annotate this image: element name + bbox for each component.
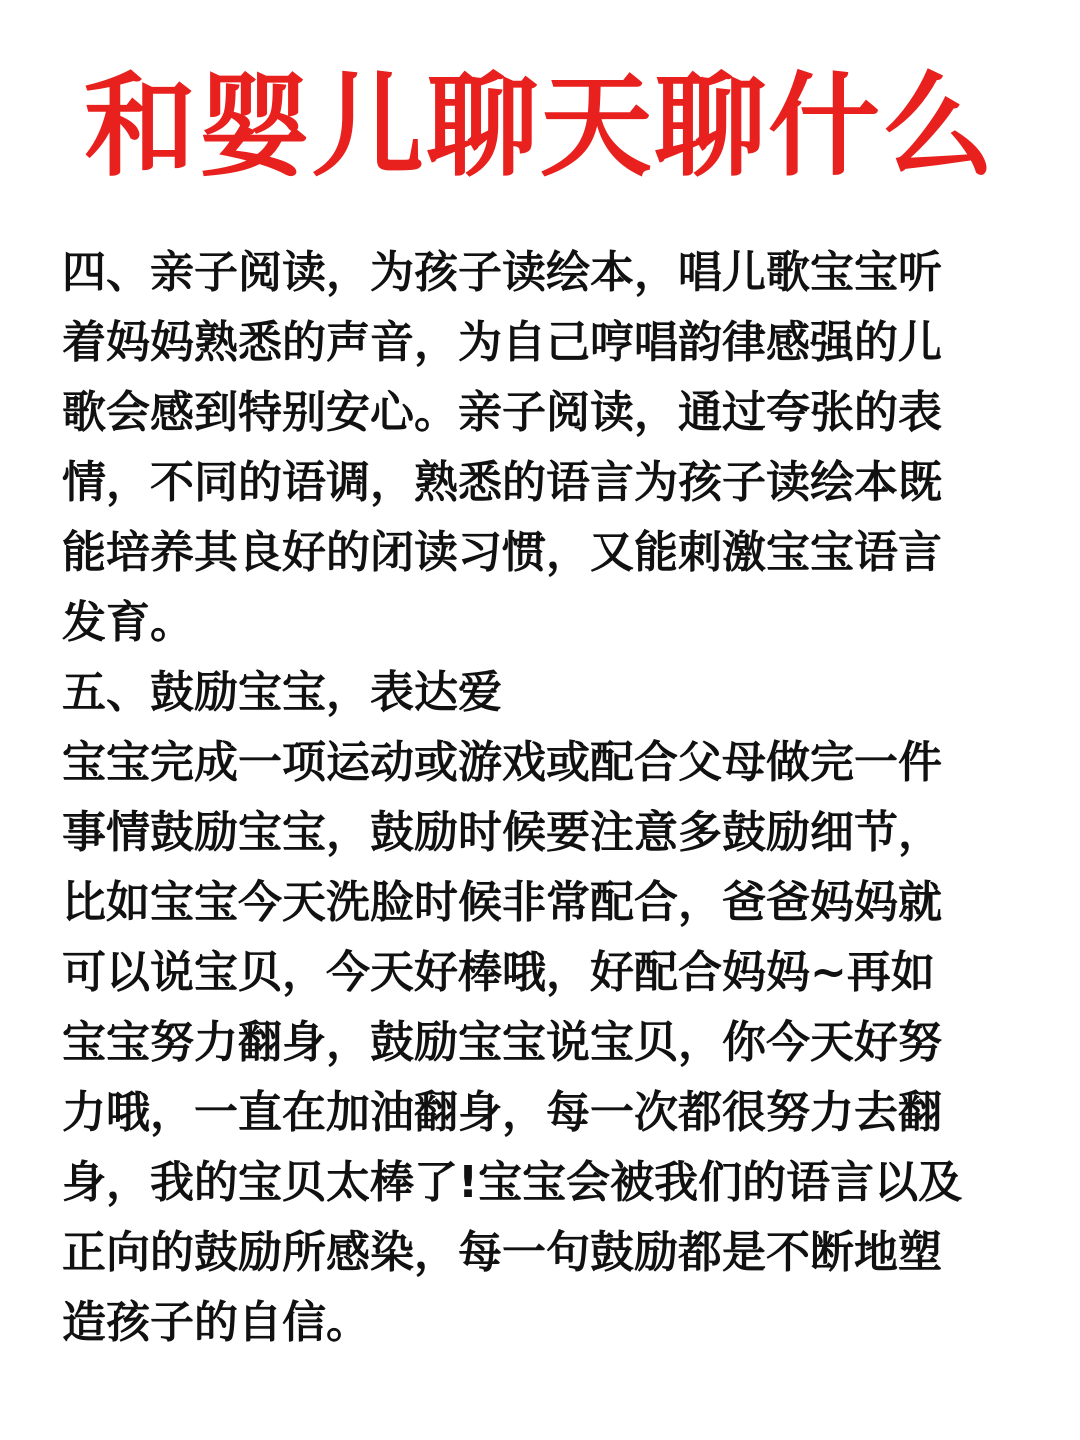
paragraph-line: 可以说宝贝，今天好棒哦，好配合妈妈~再如 bbox=[62, 947, 935, 998]
section-heading: 五、鼓励宝宝，表达爱 bbox=[62, 667, 502, 718]
paragraph-line: 宝宝完成一项运动或游戏或配合父母做完一件 bbox=[62, 737, 942, 788]
paragraph-line: 力哦，一直在加油翻身，每一次都很努力去翻 bbox=[62, 1087, 942, 1138]
article-body bbox=[62, 238, 1022, 1358]
paragraph-line: 着妈妈熟悉的声音，为自己哼唱韵律感强的儿 bbox=[62, 317, 942, 368]
paragraph-line: 比如宝宝今天洗脸时候非常配合，爸爸妈妈就 bbox=[62, 877, 942, 928]
page-title: 和婴儿聊天聊什么 bbox=[84, 62, 996, 192]
paragraph-line: 歌会感到特别安心。亲子阅读，通过夸张的表 bbox=[62, 387, 942, 438]
paragraph-line: 发育。 bbox=[62, 597, 194, 648]
paragraph-line: 身，我的宝贝太棒了!宝宝会被我们的语言以及 bbox=[62, 1157, 963, 1208]
paragraph-line: 造孩子的自信。 bbox=[62, 1297, 370, 1348]
paragraph-line: 四、亲子阅读，为孩子读绘本，唱儿歌宝宝听 bbox=[62, 247, 942, 298]
paragraph-line: 情，不同的语调，熟悉的语言为孩子读绘本既 bbox=[62, 457, 942, 508]
section-encourage bbox=[62, 658, 1022, 1358]
section-reading bbox=[62, 238, 1022, 658]
paragraph-line: 宝宝努力翻身，鼓励宝宝说宝贝，你今天好努 bbox=[62, 1017, 942, 1068]
paragraph-line: 正向的鼓励所感染，每一句鼓励都是不断地塑 bbox=[62, 1227, 942, 1278]
paragraph-line: 能培养其良好的闭读习惯，又能刺激宝宝语言 bbox=[62, 527, 942, 578]
paragraph-line: 事情鼓励宝宝，鼓励时候要注意多鼓励细节， bbox=[62, 807, 942, 858]
